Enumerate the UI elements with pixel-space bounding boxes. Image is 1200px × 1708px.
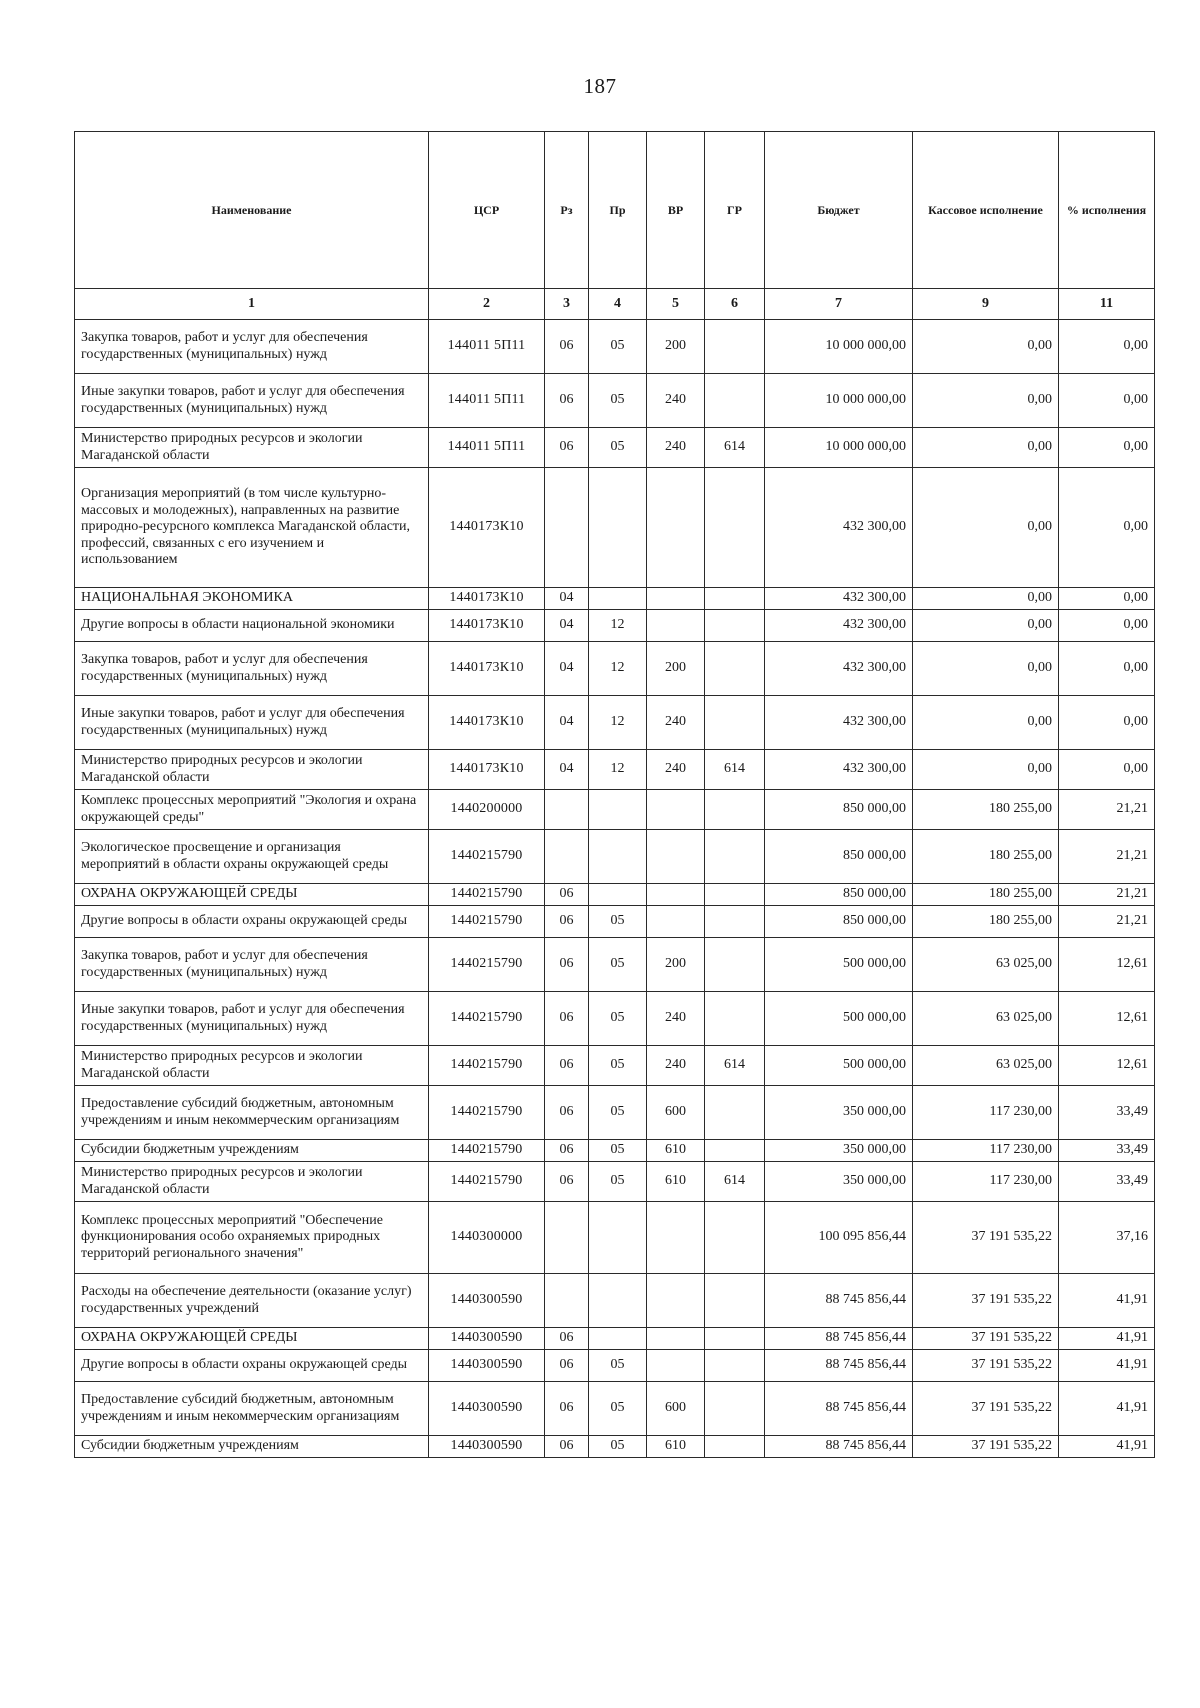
column-number: 4 — [589, 289, 647, 320]
row-gr — [705, 1140, 765, 1162]
row-rz: 04 — [545, 750, 589, 790]
row-pr — [589, 1328, 647, 1350]
header-percent-execution: % исполнения — [1059, 132, 1155, 289]
row-vr: 240 — [647, 374, 705, 428]
table-row — [75, 320, 1155, 374]
row-vr: 600 — [647, 1382, 705, 1436]
row-rz: 04 — [545, 610, 589, 642]
row-budget: 432 300,00 — [765, 642, 913, 696]
column-number: 3 — [545, 289, 589, 320]
row-vr — [647, 830, 705, 884]
table-row — [75, 1436, 1155, 1458]
row-rz: 06 — [545, 1140, 589, 1162]
row-name: Иные закупки товаров, работ и услуг для обеспечения государственных (муниципальных) нужд — [75, 696, 429, 750]
row-gr — [705, 830, 765, 884]
row-rz: 06 — [545, 884, 589, 906]
row-name: Министерство природных ресурсов и экологии Магаданской области — [75, 428, 429, 468]
row-rz: 06 — [545, 992, 589, 1046]
row-vr: 200 — [647, 320, 705, 374]
row-pr: 05 — [589, 938, 647, 992]
row-csr: 1440215790 — [429, 1046, 545, 1086]
row-percent-execution: 33,49 — [1059, 1140, 1155, 1162]
row-csr: 1440173К10 — [429, 588, 545, 610]
column-number: 9 — [913, 289, 1059, 320]
row-cash-execution: 180 255,00 — [913, 884, 1059, 906]
table-row — [75, 468, 1155, 588]
row-csr: 1440215790 — [429, 1162, 545, 1202]
row-cash-execution: 37 191 535,22 — [913, 1328, 1059, 1350]
row-vr — [647, 790, 705, 830]
row-csr: 1440300590 — [429, 1350, 545, 1382]
row-gr — [705, 992, 765, 1046]
row-pr: 05 — [589, 320, 647, 374]
row-percent-execution: 0,00 — [1059, 374, 1155, 428]
row-budget: 88 745 856,44 — [765, 1274, 913, 1328]
row-csr: 1440300590 — [429, 1382, 545, 1436]
row-budget: 850 000,00 — [765, 830, 913, 884]
row-pr — [589, 1274, 647, 1328]
row-rz: 06 — [545, 906, 589, 938]
row-name: Предоставление субсидий бюджетным, автономным учреждениям и иным некоммерческим организациям — [75, 1382, 429, 1436]
row-pr: 12 — [589, 610, 647, 642]
row-budget: 10 000 000,00 — [765, 428, 913, 468]
row-percent-execution: 0,00 — [1059, 642, 1155, 696]
table-row — [75, 588, 1155, 610]
row-name: Другие вопросы в области национальной экономики — [75, 610, 429, 642]
row-budget: 432 300,00 — [765, 610, 913, 642]
column-number: 6 — [705, 289, 765, 320]
row-csr: 1440200000 — [429, 790, 545, 830]
row-percent-execution: 21,21 — [1059, 790, 1155, 830]
row-name: Субсидии бюджетным учреждениям — [75, 1140, 429, 1162]
row-pr: 05 — [589, 428, 647, 468]
row-pr: 05 — [589, 374, 647, 428]
row-gr: 614 — [705, 1046, 765, 1086]
row-cash-execution: 63 025,00 — [913, 1046, 1059, 1086]
row-vr: 240 — [647, 696, 705, 750]
row-cash-execution: 0,00 — [913, 468, 1059, 588]
table-row — [75, 1382, 1155, 1436]
row-pr — [589, 884, 647, 906]
row-vr — [647, 588, 705, 610]
row-percent-execution: 0,00 — [1059, 320, 1155, 374]
table-row — [75, 906, 1155, 938]
table-row — [75, 884, 1155, 906]
row-rz — [545, 830, 589, 884]
row-csr: 1440300000 — [429, 1202, 545, 1274]
row-vr: 200 — [647, 642, 705, 696]
row-vr — [647, 1328, 705, 1350]
row-name: ОХРАНА ОКРУЖАЮЩЕЙ СРЕДЫ — [75, 884, 429, 906]
row-rz: 06 — [545, 1046, 589, 1086]
row-budget: 432 300,00 — [765, 696, 913, 750]
row-budget: 10 000 000,00 — [765, 374, 913, 428]
row-cash-execution: 0,00 — [913, 320, 1059, 374]
table-body — [75, 320, 1155, 1458]
row-csr: 1440215790 — [429, 938, 545, 992]
row-name: Иные закупки товаров, работ и услуг для обеспечения государственных (муниципальных) нужд — [75, 374, 429, 428]
row-csr: 1440215790 — [429, 1086, 545, 1140]
row-cash-execution: 0,00 — [913, 610, 1059, 642]
header-csr: ЦСР — [429, 132, 545, 289]
table-header-row — [75, 132, 1155, 289]
row-budget: 88 745 856,44 — [765, 1436, 913, 1458]
row-percent-execution: 0,00 — [1059, 468, 1155, 588]
budget-execution-table — [74, 131, 1155, 1458]
row-name: Закупка товаров, работ и услуг для обеспечения государственных (муниципальных) нужд — [75, 320, 429, 374]
row-gr — [705, 906, 765, 938]
row-vr — [647, 884, 705, 906]
row-percent-execution: 0,00 — [1059, 428, 1155, 468]
row-percent-execution: 41,91 — [1059, 1350, 1155, 1382]
row-cash-execution: 180 255,00 — [913, 830, 1059, 884]
row-name: Комплекс процессных мероприятий "Обеспечение функционирования особо охраняемых природных территорий регионального значения" — [75, 1202, 429, 1274]
row-vr: 610 — [647, 1162, 705, 1202]
row-gr — [705, 696, 765, 750]
row-vr — [647, 468, 705, 588]
row-pr: 05 — [589, 1086, 647, 1140]
row-gr: 614 — [705, 1162, 765, 1202]
row-rz — [545, 790, 589, 830]
row-csr: 144011 5П11 — [429, 428, 545, 468]
row-pr: 12 — [589, 642, 647, 696]
row-rz: 06 — [545, 428, 589, 468]
row-gr — [705, 1274, 765, 1328]
row-name: Министерство природных ресурсов и экологии Магаданской области — [75, 1162, 429, 1202]
row-vr: 240 — [647, 992, 705, 1046]
column-number: 7 — [765, 289, 913, 320]
row-vr: 240 — [647, 1046, 705, 1086]
table-row — [75, 374, 1155, 428]
row-pr — [589, 468, 647, 588]
row-budget: 850 000,00 — [765, 884, 913, 906]
row-name: Предоставление субсидий бюджетным, автономным учреждениям и иным некоммерческим организациям — [75, 1086, 429, 1140]
table-row — [75, 992, 1155, 1046]
row-name: Закупка товаров, работ и услуг для обеспечения государственных (муниципальных) нужд — [75, 642, 429, 696]
table-row — [75, 830, 1155, 884]
row-name: Организация мероприятий (в том числе культурно-массовых и молодежных), направленных на развитие природно-ресурсного комплекса Магаданской области, профессий, связанных с его изучением и использованием — [75, 468, 429, 588]
row-budget: 350 000,00 — [765, 1140, 913, 1162]
table-row — [75, 1350, 1155, 1382]
row-name: НАЦИОНАЛЬНАЯ ЭКОНОМИКА — [75, 588, 429, 610]
row-gr — [705, 884, 765, 906]
row-percent-execution: 41,91 — [1059, 1274, 1155, 1328]
row-cash-execution: 180 255,00 — [913, 906, 1059, 938]
row-percent-execution: 41,91 — [1059, 1382, 1155, 1436]
header-rz: Рз — [545, 132, 589, 289]
row-name: Расходы на обеспечение деятельности (оказание услуг) государственных учреждений — [75, 1274, 429, 1328]
row-csr: 1440300590 — [429, 1274, 545, 1328]
row-cash-execution: 37 191 535,22 — [913, 1436, 1059, 1458]
row-rz: 04 — [545, 588, 589, 610]
row-cash-execution: 37 191 535,22 — [913, 1202, 1059, 1274]
row-percent-execution: 21,21 — [1059, 884, 1155, 906]
column-number: 2 — [429, 289, 545, 320]
row-vr: 240 — [647, 750, 705, 790]
row-gr — [705, 468, 765, 588]
row-name: Министерство природных ресурсов и экологии Магаданской области — [75, 750, 429, 790]
row-percent-execution: 12,61 — [1059, 1046, 1155, 1086]
row-rz: 06 — [545, 320, 589, 374]
row-pr — [589, 1202, 647, 1274]
row-csr: 1440173К10 — [429, 468, 545, 588]
table-row — [75, 696, 1155, 750]
row-rz: 04 — [545, 642, 589, 696]
row-name: Комплекс процессных мероприятий "Экология и охрана окружающей среды" — [75, 790, 429, 830]
row-pr: 12 — [589, 696, 647, 750]
row-pr: 05 — [589, 1436, 647, 1458]
table-row — [75, 750, 1155, 790]
row-budget: 500 000,00 — [765, 1046, 913, 1086]
row-cash-execution: 0,00 — [913, 642, 1059, 696]
row-name: Иные закупки товаров, работ и услуг для обеспечения государственных (муниципальных) нужд — [75, 992, 429, 1046]
row-csr: 1440173К10 — [429, 642, 545, 696]
row-rz: 06 — [545, 1086, 589, 1140]
table-row — [75, 938, 1155, 992]
table-row — [75, 610, 1155, 642]
row-pr — [589, 830, 647, 884]
row-gr — [705, 320, 765, 374]
table-row — [75, 790, 1155, 830]
row-name: Другие вопросы в области охраны окружающей среды — [75, 906, 429, 938]
row-csr: 1440215790 — [429, 992, 545, 1046]
row-budget: 88 745 856,44 — [765, 1382, 913, 1436]
row-percent-execution: 12,61 — [1059, 992, 1155, 1046]
row-csr: 1440300590 — [429, 1436, 545, 1458]
row-rz: 06 — [545, 1436, 589, 1458]
row-pr — [589, 790, 647, 830]
row-cash-execution: 0,00 — [913, 374, 1059, 428]
header-pr: Пр — [589, 132, 647, 289]
row-budget: 350 000,00 — [765, 1162, 913, 1202]
row-percent-execution: 41,91 — [1059, 1436, 1155, 1458]
row-percent-execution: 21,21 — [1059, 830, 1155, 884]
row-pr: 05 — [589, 1140, 647, 1162]
row-budget: 500 000,00 — [765, 938, 913, 992]
row-rz — [545, 1274, 589, 1328]
row-vr: 600 — [647, 1086, 705, 1140]
row-vr: 200 — [647, 938, 705, 992]
row-gr: 614 — [705, 750, 765, 790]
row-gr — [705, 1382, 765, 1436]
row-rz — [545, 1202, 589, 1274]
row-cash-execution: 0,00 — [913, 750, 1059, 790]
row-cash-execution: 117 230,00 — [913, 1140, 1059, 1162]
column-number-row — [75, 289, 1155, 320]
row-cash-execution: 37 191 535,22 — [913, 1350, 1059, 1382]
row-gr — [705, 1086, 765, 1140]
row-cash-execution: 180 255,00 — [913, 790, 1059, 830]
row-pr: 05 — [589, 1382, 647, 1436]
row-gr — [705, 1436, 765, 1458]
table-row — [75, 1328, 1155, 1350]
row-pr: 12 — [589, 750, 647, 790]
row-vr — [647, 1350, 705, 1382]
row-gr — [705, 610, 765, 642]
row-cash-execution: 0,00 — [913, 588, 1059, 610]
row-percent-execution: 41,91 — [1059, 1328, 1155, 1350]
column-number: 1 — [75, 289, 429, 320]
row-cash-execution: 117 230,00 — [913, 1086, 1059, 1140]
row-gr — [705, 588, 765, 610]
table-row — [75, 1274, 1155, 1328]
row-budget: 10 000 000,00 — [765, 320, 913, 374]
row-name: ОХРАНА ОКРУЖАЮЩЕЙ СРЕДЫ — [75, 1328, 429, 1350]
row-csr: 144011 5П11 — [429, 320, 545, 374]
row-cash-execution: 63 025,00 — [913, 938, 1059, 992]
row-gr: 614 — [705, 428, 765, 468]
row-rz: 06 — [545, 1162, 589, 1202]
table-row — [75, 1202, 1155, 1274]
row-pr: 05 — [589, 1046, 647, 1086]
row-csr: 1440215790 — [429, 884, 545, 906]
row-cash-execution: 63 025,00 — [913, 992, 1059, 1046]
row-vr — [647, 906, 705, 938]
row-csr: 1440173К10 — [429, 610, 545, 642]
row-budget: 850 000,00 — [765, 906, 913, 938]
row-percent-execution: 0,00 — [1059, 610, 1155, 642]
row-cash-execution: 0,00 — [913, 428, 1059, 468]
row-name: Экологическое просвещение и организация мероприятий в области охраны окружающей среды — [75, 830, 429, 884]
table-row — [75, 1086, 1155, 1140]
row-rz: 04 — [545, 696, 589, 750]
row-rz — [545, 468, 589, 588]
column-number: 5 — [647, 289, 705, 320]
row-cash-execution: 37 191 535,22 — [913, 1274, 1059, 1328]
header-gr: ГР — [705, 132, 765, 289]
row-vr: 610 — [647, 1436, 705, 1458]
row-rz: 06 — [545, 1382, 589, 1436]
row-budget: 88 745 856,44 — [765, 1328, 913, 1350]
row-rz: 06 — [545, 374, 589, 428]
row-name: Министерство природных ресурсов и экологии Магаданской области — [75, 1046, 429, 1086]
row-percent-execution: 12,61 — [1059, 938, 1155, 992]
header-budget: Бюджет — [765, 132, 913, 289]
row-pr: 05 — [589, 1162, 647, 1202]
row-gr — [705, 642, 765, 696]
row-pr: 05 — [589, 992, 647, 1046]
table-row — [75, 642, 1155, 696]
table-row — [75, 1140, 1155, 1162]
header-cash-execution: Кассовое исполнение — [913, 132, 1059, 289]
row-vr — [647, 1274, 705, 1328]
row-budget: 500 000,00 — [765, 992, 913, 1046]
row-percent-execution: 33,49 — [1059, 1162, 1155, 1202]
row-csr: 1440300590 — [429, 1328, 545, 1350]
row-budget: 850 000,00 — [765, 790, 913, 830]
row-vr — [647, 610, 705, 642]
row-cash-execution: 117 230,00 — [913, 1162, 1059, 1202]
row-percent-execution: 0,00 — [1059, 696, 1155, 750]
row-percent-execution: 21,21 — [1059, 906, 1155, 938]
row-percent-execution: 0,00 — [1059, 588, 1155, 610]
row-gr — [705, 374, 765, 428]
header-vr: ВР — [647, 132, 705, 289]
row-budget: 88 745 856,44 — [765, 1350, 913, 1382]
header-name: Наименование — [75, 132, 429, 289]
row-vr: 610 — [647, 1140, 705, 1162]
row-csr: 1440173К10 — [429, 696, 545, 750]
row-csr: 1440215790 — [429, 1140, 545, 1162]
row-percent-execution: 33,49 — [1059, 1086, 1155, 1140]
table-row — [75, 1046, 1155, 1086]
row-vr — [647, 1202, 705, 1274]
row-budget: 100 095 856,44 — [765, 1202, 913, 1274]
table-row — [75, 428, 1155, 468]
row-cash-execution: 37 191 535,22 — [913, 1382, 1059, 1436]
row-vr: 240 — [647, 428, 705, 468]
row-rz: 06 — [545, 1328, 589, 1350]
row-name: Закупка товаров, работ и услуг для обеспечения государственных (муниципальных) нужд — [75, 938, 429, 992]
row-gr — [705, 790, 765, 830]
row-budget: 432 300,00 — [765, 468, 913, 588]
row-percent-execution: 37,16 — [1059, 1202, 1155, 1274]
row-pr — [589, 588, 647, 610]
row-csr: 144011 5П11 — [429, 374, 545, 428]
row-rz: 06 — [545, 1350, 589, 1382]
row-name: Другие вопросы в области охраны окружающей среды — [75, 1350, 429, 1382]
page-number: 187 — [583, 74, 617, 98]
row-pr: 05 — [589, 906, 647, 938]
row-budget: 350 000,00 — [765, 1086, 913, 1140]
row-percent-execution: 0,00 — [1059, 750, 1155, 790]
row-gr — [705, 1328, 765, 1350]
row-csr: 1440173К10 — [429, 750, 545, 790]
row-name: Субсидии бюджетным учреждениям — [75, 1436, 429, 1458]
row-budget: 432 300,00 — [765, 750, 913, 790]
row-rz: 06 — [545, 938, 589, 992]
row-gr — [705, 1350, 765, 1382]
row-csr: 1440215790 — [429, 906, 545, 938]
row-pr: 05 — [589, 1350, 647, 1382]
row-cash-execution: 0,00 — [913, 696, 1059, 750]
row-gr — [705, 1202, 765, 1274]
row-budget: 432 300,00 — [765, 588, 913, 610]
row-gr — [705, 938, 765, 992]
table-row — [75, 1162, 1155, 1202]
column-number: 11 — [1059, 289, 1155, 320]
row-csr: 1440215790 — [429, 830, 545, 884]
